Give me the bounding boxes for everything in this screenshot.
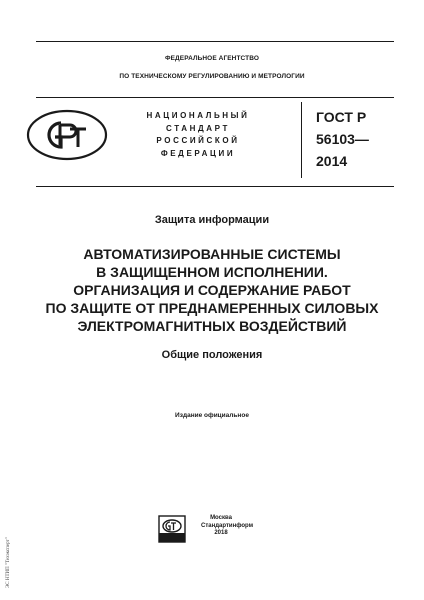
title-line: ПО ЗАЩИТЕ ОТ ПРЕДНАМЕРЕННЫХ СИЛОВЫХ xyxy=(45,300,379,316)
national-line: РОССИЙСКОЙ xyxy=(156,136,240,145)
agency-line-1: ФЕДЕРАЛЬНОЕ АГЕНТСТВО xyxy=(164,55,260,62)
gost-line: ГОСТ Р xyxy=(316,109,367,125)
title-line: ЭЛЕКТРОМАГНИТНЫХ ВОЗДЕЙСТВИЙ xyxy=(77,318,347,334)
gost-line: 2014 xyxy=(316,153,348,169)
document-general: Общие положения xyxy=(161,349,263,361)
title-line: В ЗАЩИЩЕННОМ ИСПОЛНЕНИИ. xyxy=(96,264,328,280)
agency-line-2: ПО ТЕХНИЧЕСКОМУ РЕГУЛИРОВАНИЮ И МЕТРОЛОГИИ xyxy=(119,73,305,80)
publisher-line: Стандартинформ xyxy=(201,522,254,529)
gost-r-emblem-icon xyxy=(26,109,108,161)
document-title xyxy=(0,245,424,335)
edition-label: Издание официальное xyxy=(175,412,249,419)
middle-rule xyxy=(36,97,394,98)
top-rule xyxy=(36,41,394,42)
publisher-line: Москва xyxy=(210,515,232,521)
national-line: ФЕДЕРАЦИИ xyxy=(160,148,236,158)
national-line: НАЦИОНАЛЬНЫЙ xyxy=(146,111,250,120)
side-watermark: ЭС НТИП "Техэксперт" xyxy=(6,537,11,588)
vertical-rule xyxy=(301,102,302,178)
bottom-rule xyxy=(36,186,394,187)
national-standard-block xyxy=(118,110,278,160)
gost-line: 56103— xyxy=(316,131,369,147)
document-subject: Защита информации xyxy=(154,214,270,226)
publisher-line: 2018 xyxy=(214,530,228,536)
publisher-info xyxy=(201,515,254,538)
standartinform-icon xyxy=(158,515,186,543)
title-line: АВТОМАТИЗИРОВАННЫЕ СИСТЕМЫ xyxy=(83,246,341,262)
title-line: ОРГАНИЗАЦИЯ И СОДЕРЖАНИЕ РАБОТ xyxy=(73,282,351,298)
gost-number xyxy=(316,106,369,172)
national-line: СТАНДАРТ xyxy=(166,123,230,133)
